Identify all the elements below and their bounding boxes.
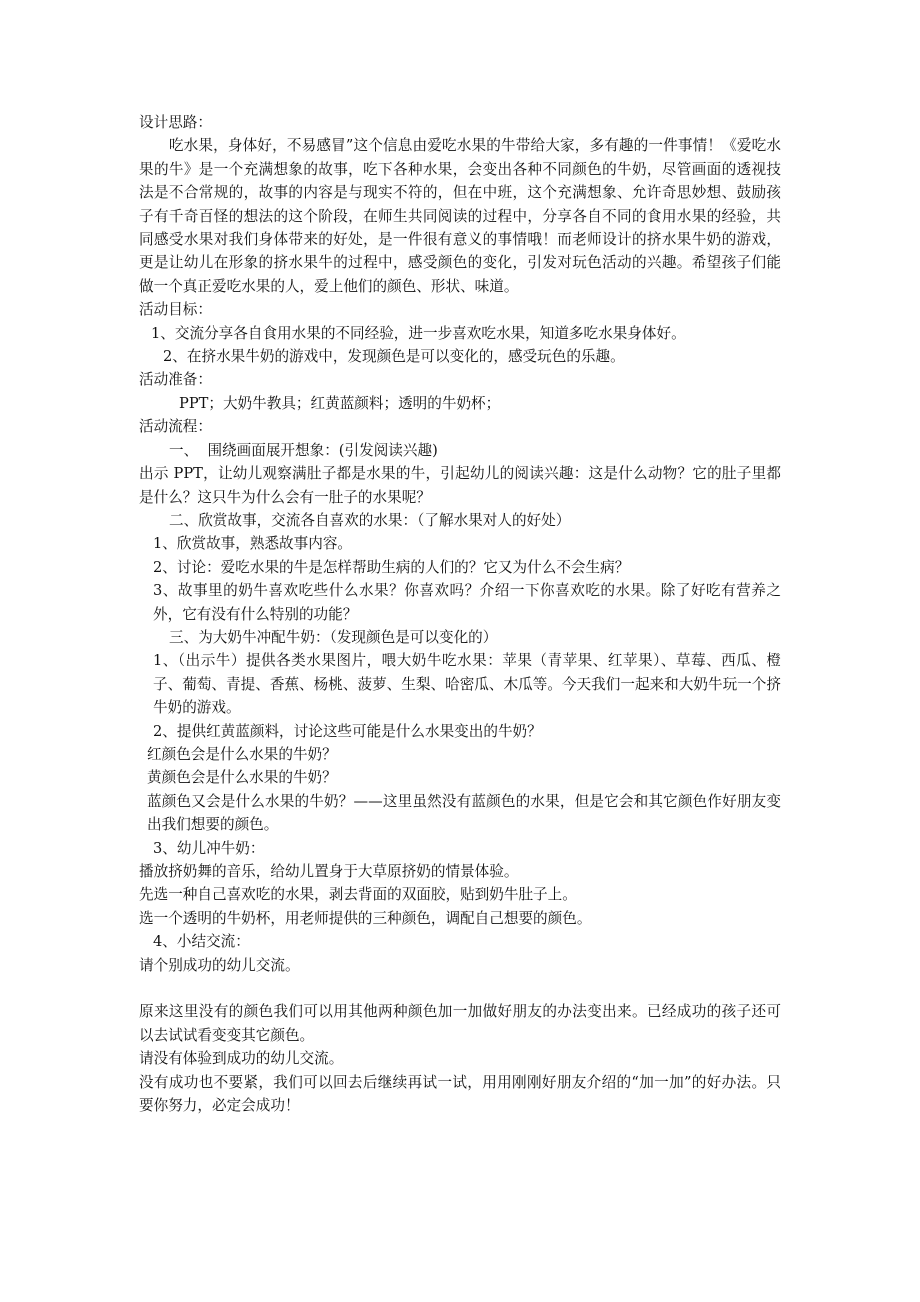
closing-paragraph-3: 没有成功也不要紧，我们可以回去后继续再试一试，用用刚刚好朋友介绍的“加一加”的好办法。只要你努力，必定会成功！ — [139, 1073, 781, 1115]
heading-activity-flow: 活动流程： — [139, 418, 212, 436]
section-2-title: 二、欣赏故事，交流各自喜欢的水果：（了解水果对人的好处） — [169, 511, 571, 529]
heading-activity-goals: 活动目标： — [139, 301, 212, 319]
step-choose-cup: 选一个透明的牛奶杯，用老师提供的三种颜色，调配自己想要的颜色。 — [139, 909, 592, 927]
step-play-music: 播放挤奶舞的音乐，给幼儿置身于大草原挤奶的情景体验。 — [139, 863, 519, 880]
goal-item-1: 1、交流分享各自食用水果的不同经验，进一步喜欢吃水果，知道多吃水果身体好。 — [151, 324, 686, 342]
section-3-item-4: 4、小结交流： — [153, 933, 250, 951]
section-1-title: 一、 围绕画面展开想象：(引发阅读兴趣) — [169, 441, 438, 459]
goal-item-2: 2、在挤水果牛奶的游戏中，发现颜色是可以变化的，感受玩色的乐趣。 — [163, 348, 625, 366]
heading-activity-preparation: 活动准备： — [139, 371, 212, 389]
section-2-item-1: 1、欣赏故事，熟悉故事内容。 — [153, 535, 353, 553]
blank-line — [139, 977, 781, 1000]
section-2-item-2: 2、讨论：爱吃水果的牛是怎样帮助生病的人们的？它又为什么不会生病？ — [153, 558, 630, 576]
section-3-item-1: 1、（出示牛）提供各类水果图片，喂大奶牛吃水果：苹果（青苹果、红苹果）、草莓、西瓜、橙子、葡萄、青提、香蕉、杨桃、菠萝、生梨、哈密瓜、木瓜等。今天我们一起来和大奶牛玩一个挤牛奶的游戏。 — [153, 652, 781, 717]
closing-paragraph-1: 原来这里没有的颜色我们可以用其他两种颜色加一加做好朋友的办法变出来。已经成功的孩子还可以去试试看变变其它颜色。 — [139, 1003, 781, 1044]
section-2-item-3: 3、故事里的奶牛喜欢吃些什么水果？你喜欢吗？介绍一下你喜欢吃的水果。除了好吃有营养之外，它有没有什么特别的功能？ — [153, 582, 781, 623]
document-body — [139, 111, 781, 1117]
question-red-color: 红颜色会是什么水果的牛奶？ — [147, 745, 337, 763]
summary-share: 请个别成功的幼儿交流。 — [139, 956, 300, 974]
closing-paragraph-2: 请没有体验到成功的幼儿交流。 — [139, 1050, 344, 1068]
step-choose-fruit: 先选一种自己喜欢吃的水果，剥去背面的双面胶，贴到奶牛肚子上。 — [139, 886, 577, 904]
question-yellow-color: 黄颜色会是什么水果的牛奶？ — [147, 769, 337, 787]
preparation-text: PPT；大奶牛教具；红黄蓝颜料；透明的牛奶杯； — [179, 394, 501, 412]
design-ideas-paragraph: 吃水果，身体好，不易感冒”这个信息由爱吃水果的牛带给大家，多有趣的一件事情！《爱吃水果的牛》是一个充满想象的故事，吃下各种水果，会变出各种不同颜色的牛奶，尽管画面的透视技法是不合常规的，故事的内容是与现实不符的，但在中班，这个充满想象、允许奇思妙想、鼓励孩子有千奇百怪的想法的这个阶段，在师生共同阅读的过程中，分享各自不同的食用水果的经验，共同感受水果对我们身体带来的好处，是一件很有意义的事情哦！而老师设计的挤水果牛奶的游戏，更是让幼儿在形象的挤水果牛的过程中，感受颜色的变化，引发对玩色活动的兴趣。希望孩子们能做一个真正爱吃水果的人，爱上他们的颜色、形状、味道。 — [139, 137, 781, 295]
question-blue-color: 蓝颜色又会是什么水果的牛奶？——这里虽然没有蓝颜色的水果，但是它会和其它颜色作好朋友变出我们想要的颜色。 — [147, 792, 781, 834]
section-3-title: 三、为大奶牛冲配牛奶：（发现颜色是可以变化的） — [169, 628, 498, 646]
heading-design-ideas: 设计思路： — [139, 114, 212, 131]
section-1-body: 出示 PPT，让幼儿观察满肚子都是水果的牛，引起幼儿的阅读兴趣：这是什么动物？它的肚子里都是什么？这只牛为什么会有一肚子的水果呢？ — [139, 465, 781, 506]
section-3-item-3: 3、幼儿冲牛奶： — [153, 839, 265, 857]
section-3-item-2: 2、提供红黄蓝颜料，讨论这些可能是什么水果变出的牛奶？ — [153, 722, 542, 740]
